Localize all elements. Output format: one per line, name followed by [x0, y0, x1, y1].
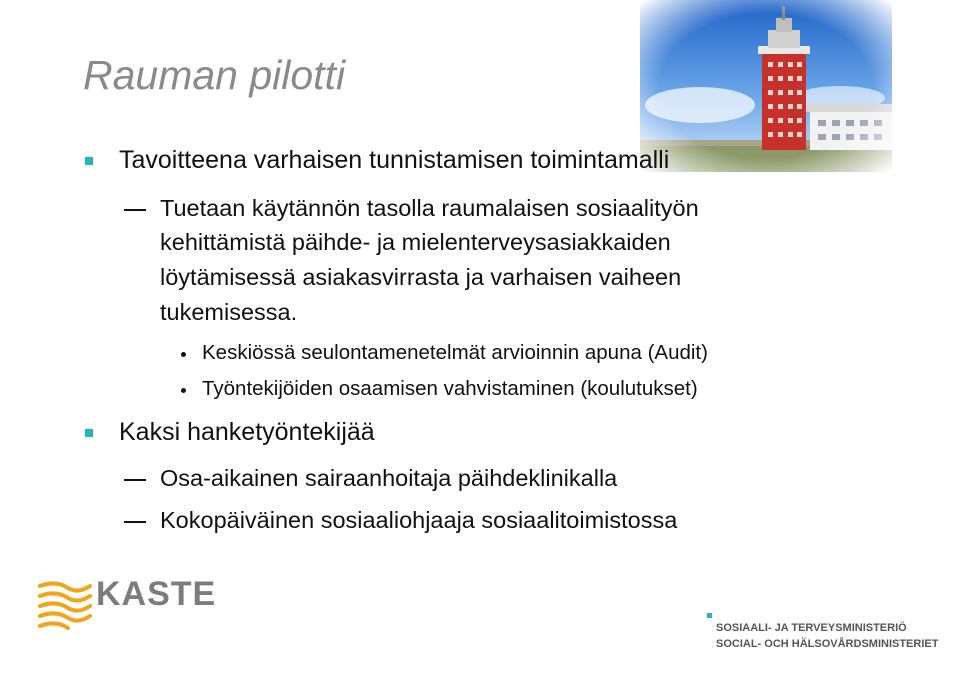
kaste-logo-text: KASTE [96, 575, 217, 613]
sub-bullet-3-line-1: Kokopäiväinen sosiaaliohjaaja sosiaalitoimistossa [160, 507, 678, 533]
slide-title: Rauman pilotti [83, 52, 346, 98]
sub-bullet-1-line-4: tukemisessa. [160, 299, 298, 325]
bullet-dot-icon [181, 388, 186, 393]
ministry-name-swedish: SOCIAL- OCH HÄLSOVÅRDSMINISTERIET [716, 638, 939, 650]
sub-bullet-2-line-1: Osa-aikainen sairaanhoitaja päihdeklinikalla [160, 465, 618, 491]
dash-icon [124, 521, 146, 523]
bullet-dot-icon [181, 352, 186, 357]
ministry-dot-icon [707, 613, 712, 618]
bullet-2-text: Kaksi hanketyöntekijää [119, 418, 375, 446]
third-level-item-1: Keskiössä seulontamenetelmät arvioinnin apuna (Audit) [202, 341, 708, 364]
dash-icon [124, 209, 146, 211]
sub-bullet-1-line-3: löytämisessä asiakasvirrasta ja varhaisen vaiheen [160, 264, 682, 290]
bullet-square-icon [85, 157, 93, 165]
bullet-square-icon [85, 429, 93, 437]
lighthouse-tower-photo [640, 0, 892, 172]
sub-bullet-1-line-2: kehittämistä päihde- ja mielenterveysasiakkaiden [160, 229, 671, 255]
ministry-name-finnish: SOSIAALI- JA TERVEYSMINISTERIÖ [716, 622, 907, 634]
bullet-1-text: Tavoitteena varhaisen tunnistamisen toimintamalli [119, 146, 670, 174]
sub-bullet-1-line-1: Tuetaan käytännön tasolla raumalaisen sosiaalityön [160, 195, 699, 221]
third-level-item-2: Työntekijöiden osaamisen vahvistaminen (koulutukset) [202, 377, 698, 400]
dash-icon [124, 479, 146, 481]
